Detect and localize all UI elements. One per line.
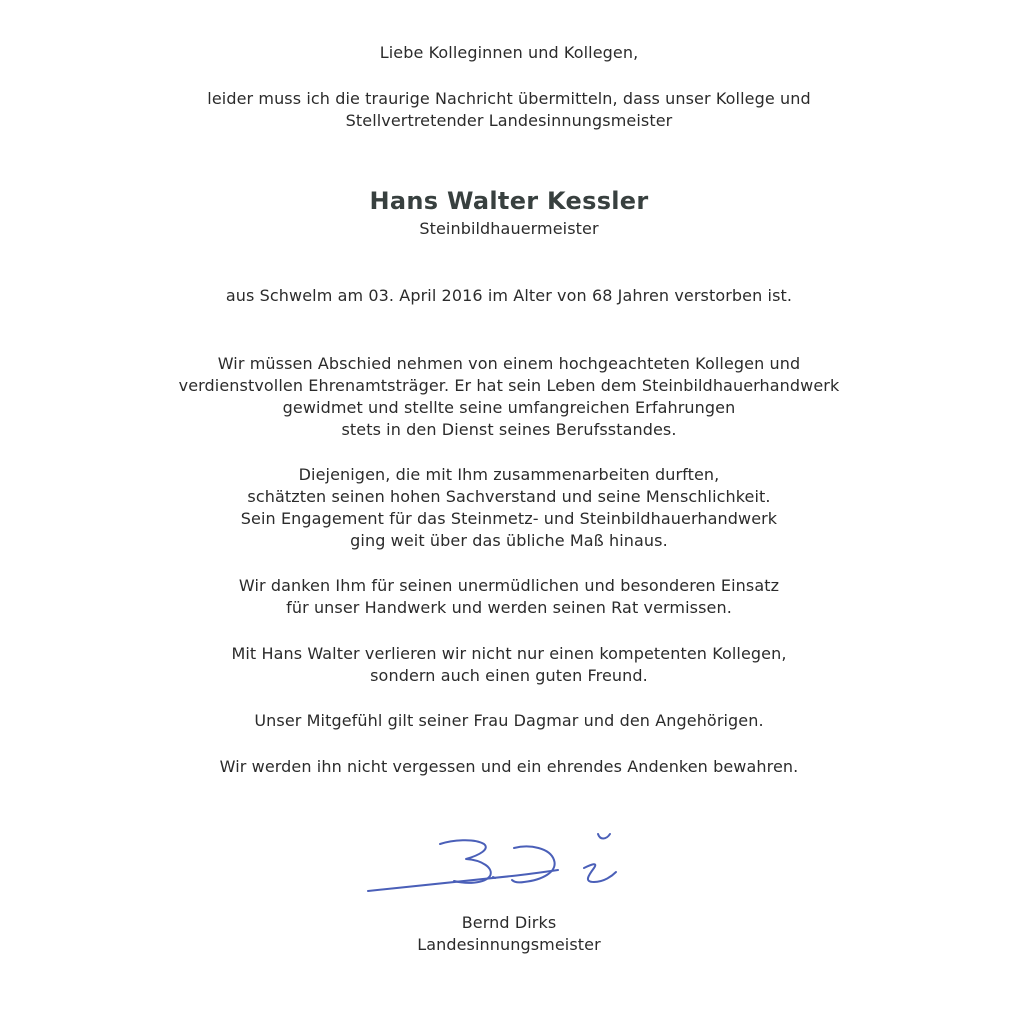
paragraph-5-line-1: Unser Mitgefühl gilt seiner Frau Dagmar und den Angehörigen. — [254, 711, 764, 730]
paragraph-2-line-2: schätzten seinen hohen Sachverstand und seine Menschlichkeit. — [247, 487, 771, 506]
deceased-title: Steinbildhauermeister — [419, 219, 599, 238]
paragraph-1-line-4: stets in den Dienst seines Berufsstandes. — [341, 420, 677, 439]
paragraph-1-line-3: gewidmet und stellte seine umfangreichen Erfahrungen — [282, 398, 736, 417]
paragraph-4-line-1: Mit Hans Walter verlieren wir nicht nur einen kompetenten Kollegen, — [231, 644, 787, 663]
intro-line-2: Stellvertretender Landesinnungsmeister — [345, 111, 673, 130]
intro-line-1: leider muss ich die traurige Nachricht übermitteln, dass unser Kollege und — [207, 89, 811, 108]
death-notice: aus Schwelm am 03. April 2016 im Alter von 68 Jahren verstorben ist. — [225, 286, 793, 305]
paragraph-3-line-2: für unser Handwerk und werden seinen Rat vermissen. — [286, 598, 732, 617]
signer-name: Bernd Dirks — [461, 913, 557, 932]
paragraph-1-line-2: verdienstvollen Ehrenamtsträger. Er hat sein Leben dem Steinbildhauerhandwerk — [178, 376, 840, 395]
paragraph-2-line-1: Diejenigen, die mit Ihm zusammenarbeiten durften, — [298, 465, 720, 484]
paragraph-3-line-1: Wir danken Ihm für seinen unermüdlichen und besonderen Einsatz — [238, 576, 780, 595]
paragraph-4-line-2: sondern auch einen guten Freund. — [370, 666, 648, 685]
paragraph-1-line-1: Wir müssen Abschied nehmen von einem hochgeachteten Kollegen und — [217, 354, 801, 373]
deceased-name: Hans Walter Kessler — [369, 187, 649, 215]
salutation: Liebe Kolleginnen und Kollegen, — [379, 43, 639, 62]
paragraph-2-line-4: ging weit über das übliche Maß hinaus. — [350, 531, 668, 550]
signature-ink — [368, 834, 616, 891]
handwritten-signature — [362, 824, 642, 900]
paragraph-6-line-1: Wir werden ihn nicht vergessen und ein ehrendes Andenken bewahren. — [219, 757, 799, 776]
signer-role: Landesinnungsmeister — [417, 935, 601, 954]
paragraph-2-line-3: Sein Engagement für das Steinmetz- und Steinbildhauerhandwerk — [240, 509, 778, 528]
